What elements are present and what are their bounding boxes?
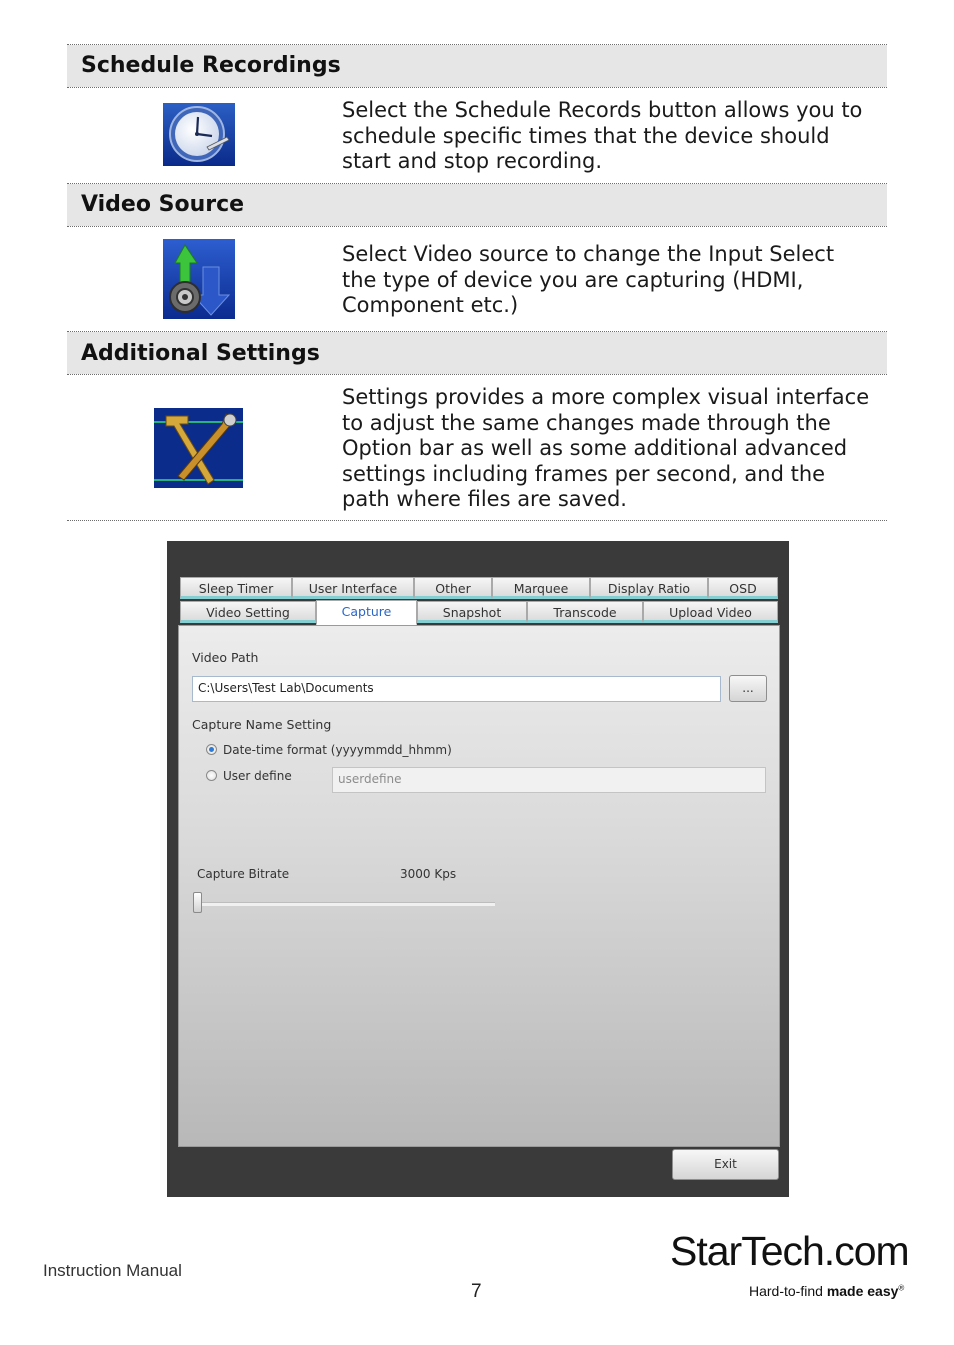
startech-logo [670,1228,910,1278]
capture-panel [178,625,780,1147]
capture-name-label: Capture Name Setting [192,717,332,732]
video-source-icon [163,239,235,319]
clock-icon [163,103,235,166]
tab-display-ratio[interactable]: Display Ratio [590,577,708,599]
section-description: Select Video source to change the Input Select the type of device you are capturing (HDMI, Component etc.) [342,242,835,317]
divider [67,226,887,227]
brand-tagline [749,1283,904,1299]
tab-snapshot[interactable]: Snapshot [417,601,527,623]
section-description: Select the Schedule Records button allows you to schedule specific times that the device should start and stop recording. [342,98,863,173]
video-path-input[interactable]: C:\Users\Test Lab\Documents [192,676,721,702]
section-title: Schedule Recordings [81,53,341,78]
tab-osd[interactable]: OSD [708,577,778,599]
registered-mark: ® [898,1283,905,1293]
tab-capture[interactable]: Capture [316,600,417,625]
exit-button[interactable]: Exit [672,1149,779,1180]
capture-bitrate-label: Capture Bitrate [197,867,290,881]
section-header-video-source [67,184,887,226]
divider [67,520,887,521]
browse-button[interactable]: ... [729,675,767,702]
section-title: Video Source [81,192,245,217]
radio-datetime[interactable] [206,744,217,755]
user-define-option-label: User define [223,769,292,783]
tab-other[interactable]: Other [414,577,492,599]
tab-user-interface[interactable]: User Interface [292,577,414,599]
section-header-additional-settings [67,332,887,374]
capture-bitrate-value: 3000 Kps [400,867,457,881]
tab-video-setting[interactable]: Video Setting [180,601,316,623]
bitrate-slider-track[interactable] [197,902,495,906]
bitrate-slider-thumb[interactable] [193,892,202,913]
radio-user-define[interactable] [206,770,217,781]
footer-label: Instruction Manual [43,1261,182,1280]
section-title: Additional Settings [81,341,320,366]
datetime-option-label: Date-time format (yyyymmdd_hhmm) [223,743,452,757]
user-define-input[interactable]: userdefine [332,767,766,793]
divider [67,374,887,375]
tab-upload-video[interactable]: Upload Video [643,601,778,623]
section-description: Settings provides a more complex visual interface to adjust the same changes made through the Option bar as well as some additional advanced settings including frames per second, and the path where files are saved. [342,385,870,511]
tab-marquee[interactable]: Marquee [492,577,590,599]
tab-sleep-timer[interactable]: Sleep Timer [180,577,292,599]
divider [67,87,887,88]
brand-name: StarTech.com [670,1228,909,1274]
settings-window [167,541,789,1197]
page-number: 7 [471,1281,482,1302]
section-header-schedule [67,45,887,87]
tagline-prefix: Hard-to-find [749,1283,827,1299]
video-path-label: Video Path [192,650,259,665]
tagline-bold: made easy [826,1283,899,1299]
tools-icon [154,408,243,488]
tab-transcode[interactable]: Transcode [527,601,643,623]
